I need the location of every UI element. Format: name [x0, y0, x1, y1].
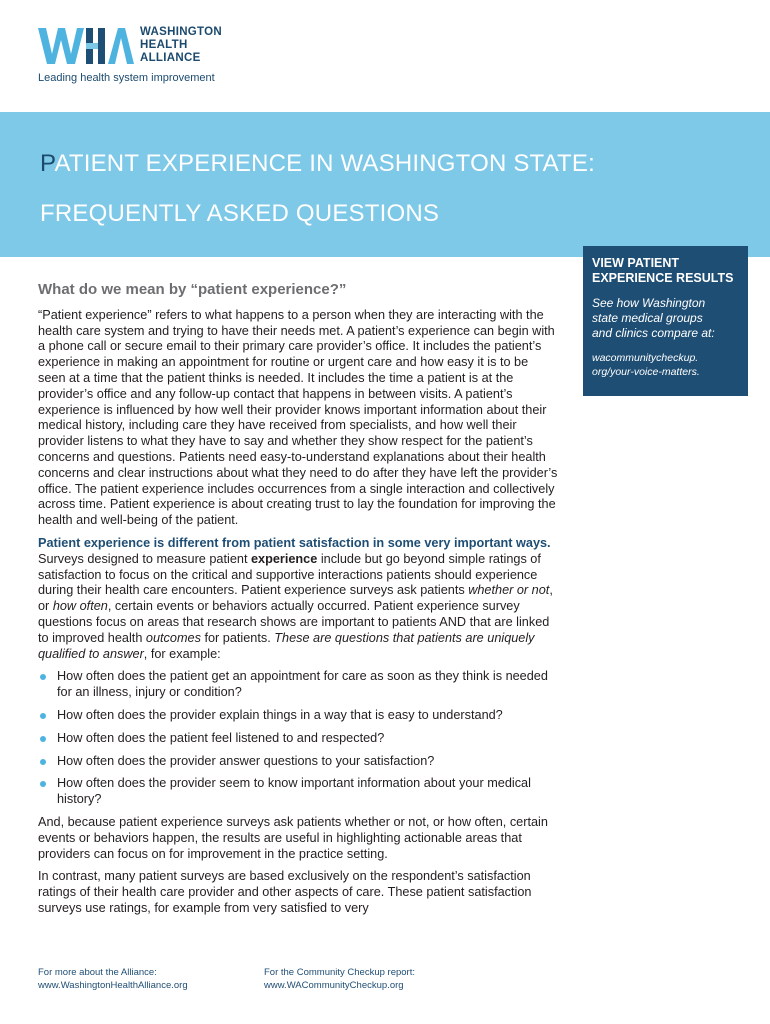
- difference-lead: Patient experience is different from patient satisfaction in some very important ways.: [38, 535, 551, 550]
- callout-heading: [592, 256, 739, 286]
- emphasis-how-often: how often: [52, 599, 108, 614]
- list-item-text: How often does the patient get an appointment for care as soon as they think is needed for an illness, injury or condition?: [57, 669, 548, 700]
- list-item-text: How often does the patient feel listened to and respected?: [57, 730, 385, 745]
- results-callout: [583, 246, 748, 396]
- title-line-1-rest: ATIENT EXPERIENCE IN WASHINGTON STATE:: [54, 150, 595, 177]
- text-span: , or: [38, 583, 553, 614]
- emphasis-experience: experience: [251, 551, 318, 566]
- bullet-icon: [40, 736, 46, 742]
- text-span: , certain events or behaviors actually occurred. Patient experience survey questions focus on areas that research shows are important to patients AND that are linked to improved health: [38, 599, 550, 645]
- bullet-icon: [40, 674, 46, 680]
- callout-link-line-1[interactable]: wacommunitycheckup.: [592, 352, 699, 364]
- list-item-text: How often does the provider seem to know important information about your medical history?: [57, 776, 531, 807]
- emphasis-whether-or-not: whether or not: [468, 583, 550, 598]
- callout-heading-line-1: VIEW PATIENT: [592, 256, 680, 270]
- bullet-icon: [40, 781, 46, 787]
- callout-link-line-2[interactable]: org/your-voice-matters.: [592, 366, 700, 378]
- list-item: [38, 754, 558, 770]
- list-item-text: How often does the provider explain things in a way that is easy to understand?: [57, 707, 503, 722]
- list-item: [38, 669, 558, 701]
- page-title-line-1: [40, 150, 595, 178]
- paragraph-contrast: In contrast, many patient surveys are based exclusively on the respondent’s satisfaction ratings of their health care provider and other aspects of care. These patient satisfaction surveys use ratings, for example from very satisfied to very: [38, 869, 532, 915]
- list-item: [38, 776, 558, 808]
- emphasis-uniquely-qualified: These are questions that patients are uniquely qualified to answer: [38, 630, 535, 661]
- paragraph-definition: “Patient experience” refers to what happens to a person when they are interacting with the health care system and trying to have their needs met. A patient’s experience can begin with a phone call or secure email to their primary care provider’s office. It includes the patient’s experience in making an appointment for routine or urgent care and how easy it is to be seen at a time that the patient thinks is needed. It includes the time a patient is at the provider’s office and any follow-up contact that happens in between visits. A patient’s experience is influenced by how well their provider knows important information about their medical history, including care they have received from specialists, and how well their provider listens to what they have to say and whether they show respect for the patient’s concerns and questions. Patients need easy-to-understand explanations about their health concerns and clear instructions about what they need to do after they have left the provider’s office. The patient experience includes occurrences from a single interaction and collectively across time. Patient experience is about creating trust to lay the foundation for improving the health and well-being of the patient.: [38, 307, 558, 528]
- alliance-logo: [38, 22, 278, 88]
- bullet-icon: [40, 713, 46, 719]
- logo-wordmark: [140, 26, 222, 65]
- faq-content: [38, 282, 558, 924]
- footer-alliance-link[interactable]: www.WashingtonHealthAlliance.org: [38, 980, 188, 991]
- text-span: Surveys designed to measure patient: [38, 551, 251, 566]
- list-item-text: How often does the provider answer questions to your satisfaction?: [57, 753, 435, 768]
- list-item: [38, 708, 558, 724]
- footer-checkup-label: For the Community Checkup report:: [264, 967, 416, 978]
- wha-logo-mark-icon: [38, 26, 134, 66]
- text-span: , for example:: [143, 646, 221, 661]
- example-questions-list: [38, 669, 558, 808]
- callout-sub-line-2: state medical groups: [592, 311, 703, 325]
- callout-description: [592, 296, 739, 341]
- page-title-line-2: FREQUENTLY ASKED QUESTIONS: [40, 200, 440, 227]
- title-banner: [0, 112, 770, 257]
- logo-line-2: HEALTH: [140, 39, 188, 51]
- footer-checkup-link[interactable]: www.WACommunityCheckup.org: [264, 980, 404, 991]
- logo-line-1: WASHINGTON: [140, 26, 223, 38]
- logo-line-3: ALLIANCE: [140, 52, 201, 64]
- text-span: include but go beyond simple ratings of satisfaction to focus on the critical and supportive interactions patients should experience during their health care encounters. Patient experience surveys ask patients: [38, 551, 541, 598]
- callout-heading-line-2: EXPERIENCE RESULTS: [592, 271, 734, 285]
- paragraph-difference: [38, 536, 558, 662]
- list-item: [38, 731, 558, 747]
- footer-alliance: [38, 966, 188, 992]
- callout-sub-line-1: See how Washington: [592, 296, 706, 310]
- logo-tagline: Leading health system improvement: [38, 72, 215, 84]
- callout-sub-line-3: and clinics compare at:: [592, 326, 715, 340]
- paragraph-actionable: And, because patient experience surveys ask patients whether or not, or how often, certain events or behaviors happen, the results are useful in highlighting actionable areas that providers can focus on for improvement in the practice setting.: [38, 814, 548, 861]
- footer-checkup: [264, 966, 415, 992]
- text-span: for patients.: [200, 630, 275, 645]
- footer-alliance-label: For more about the Alliance:: [38, 967, 157, 978]
- faq-question-heading: What do we mean by “patient experience?”: [38, 281, 347, 298]
- emphasis-outcomes: outcomes: [145, 630, 201, 645]
- callout-url[interactable]: [592, 351, 739, 379]
- bullet-icon: [40, 759, 46, 765]
- title-first-letter: P: [40, 150, 55, 177]
